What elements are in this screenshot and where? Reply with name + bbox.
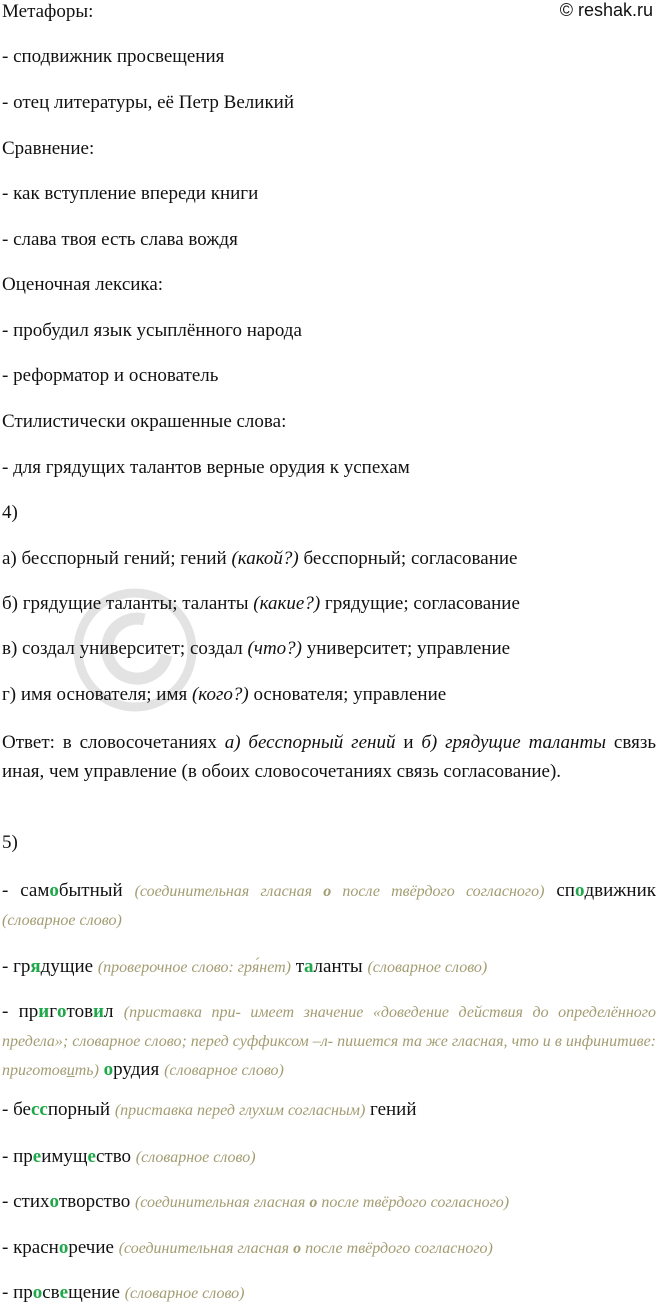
task5-line-8: - просвещение (словарное слово) (2, 1282, 245, 1303)
task5-line-5: - преимущество (словарное слово) (2, 1146, 256, 1167)
evaluative-item-2: - реформатор и основатель (2, 365, 219, 386)
task4-row-a: а) бесспорный гений; гений (какой?) бесспорный; согласование (2, 548, 518, 569)
site-watermark: © reshak.ru (559, 0, 653, 20)
task4-row-b: б) грядущие таланты; таланты (какие?) грядущие; согласование (2, 593, 520, 614)
task5-line-2: - грядущие (проверочное слово: гря́нет) таланты (словарное слово) (2, 956, 488, 977)
task5-line-4: - бесспорный (приставка перед глухим согласным) гений (2, 1099, 417, 1120)
task5-line-1: - самобытный (соединительная гласная о после твёрдого согласного) сподвижник (словарное слово) (2, 880, 656, 929)
metaphors-heading: Метафоры: (2, 1, 94, 22)
comparison-item-2: - слава твоя есть слава вождя (2, 229, 238, 250)
comparison-item-1: - как вступление впереди книги (2, 183, 259, 204)
evaluative-item-1: - пробудил язык усыплённого народа (2, 320, 302, 341)
task5-line-6: - стихотворство (соединительная гласная о после твёрдого согласного) (2, 1191, 510, 1212)
task4-row-d: г) имя основателя; имя (кого?) основателя; управление (2, 684, 447, 705)
task4-number: 4) (2, 502, 18, 523)
task5-line-7: - красноречие (соединительная гласная о после твёрдого согласного) (2, 1237, 493, 1258)
evaluative-heading: Оценочная лексика: (2, 274, 164, 295)
comparison-heading: Сравнение: (2, 138, 95, 159)
metaphor-item-2: - отец литературы, её Петр Великий (2, 92, 295, 113)
task4-answer: Ответ: в словосочетаниях а) бесспорный гений и б) грядущие таланты связь иная, чем управление (в обоих словосочетаниях связь согласование). (2, 732, 656, 782)
metaphor-item-1: - сподвижник просвещения (2, 46, 225, 67)
task5-line-3: - приготовил (приставка при- имеет значение «доведение действия до определённого предела»; словарное слово; перед суффиксом –л- пишется та же гласная, что и в инфинитиве: приготовить) орудия (словарное слово) (2, 1001, 656, 1080)
stylistic-item-1: - для грядущих талантов верные орудия к успехам (2, 457, 410, 478)
task4-row-c: в) создал университет; создал (что?) университет; управление (2, 638, 511, 659)
stylistic-heading: Стилистически окрашенные слова: (2, 411, 287, 432)
task5-number: 5) (2, 832, 18, 853)
